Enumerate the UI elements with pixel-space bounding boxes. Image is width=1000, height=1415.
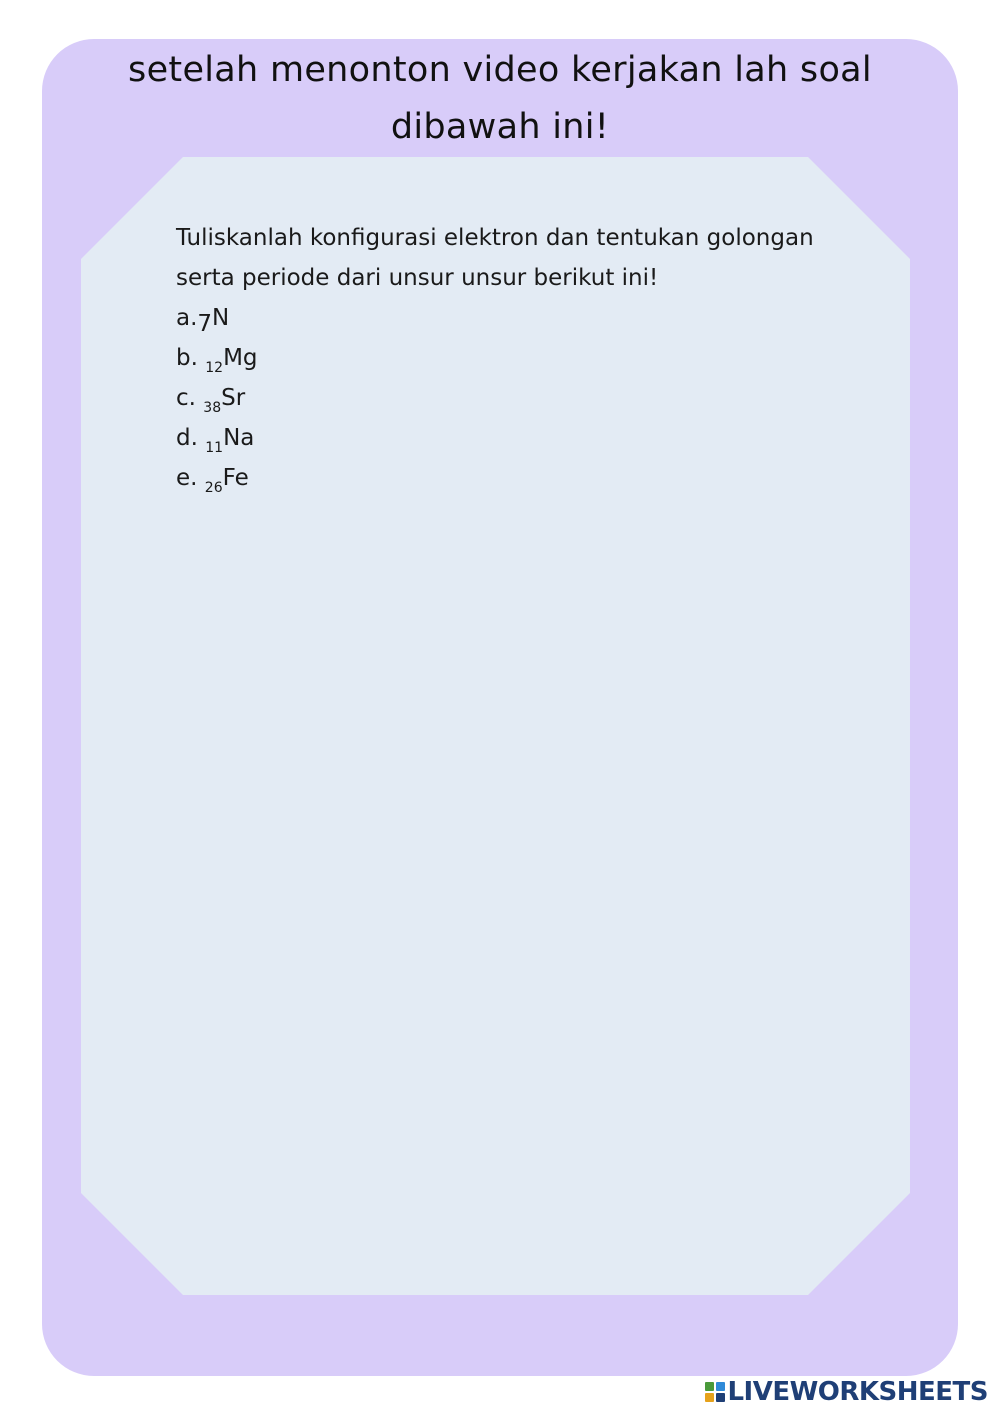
- logo-square-i: [716, 1382, 725, 1391]
- item-label: a.: [176, 305, 198, 331]
- logo-square-l: [705, 1382, 714, 1391]
- element-symbol: N: [212, 305, 230, 331]
- page-title: [42, 42, 958, 156]
- element-symbol: Fe: [222, 465, 249, 491]
- logo-square-e: [716, 1393, 725, 1402]
- atomic-number: 7: [197, 311, 213, 337]
- title-line-1: setelah menonton video kerjakan lah soal: [128, 50, 872, 90]
- list-item-e: [176, 458, 876, 498]
- list-item-d: [176, 418, 876, 458]
- element-list: [176, 298, 876, 498]
- atomic-number: 12: [205, 360, 224, 376]
- element-symbol: Na: [223, 425, 255, 451]
- liveworksheets-logo[interactable]: [705, 1377, 988, 1407]
- item-label: e.: [176, 465, 198, 491]
- question-block: [176, 218, 876, 498]
- item-label: b.: [176, 345, 198, 371]
- list-item-b: [176, 338, 876, 378]
- logo-text: LIVEWORKSHEETS: [727, 1377, 988, 1407]
- item-label: c.: [176, 385, 196, 411]
- list-item-a: [176, 298, 876, 338]
- logo-square-v: [705, 1393, 714, 1402]
- question-text: Tuliskanlah konfigurasi elektron dan tentukan golongan serta periode dari unsur unsur berikut ini!: [176, 225, 814, 291]
- title-line-2: dibawah ini!: [390, 107, 610, 147]
- atomic-number: 11: [205, 440, 224, 456]
- logo-mark-icon: [705, 1382, 725, 1402]
- element-symbol: Sr: [221, 385, 246, 411]
- element-symbol: Mg: [223, 345, 258, 371]
- atomic-number: 26: [204, 480, 223, 496]
- item-label: d.: [176, 425, 198, 451]
- list-item-c: [176, 378, 876, 418]
- atomic-number: 38: [203, 400, 222, 416]
